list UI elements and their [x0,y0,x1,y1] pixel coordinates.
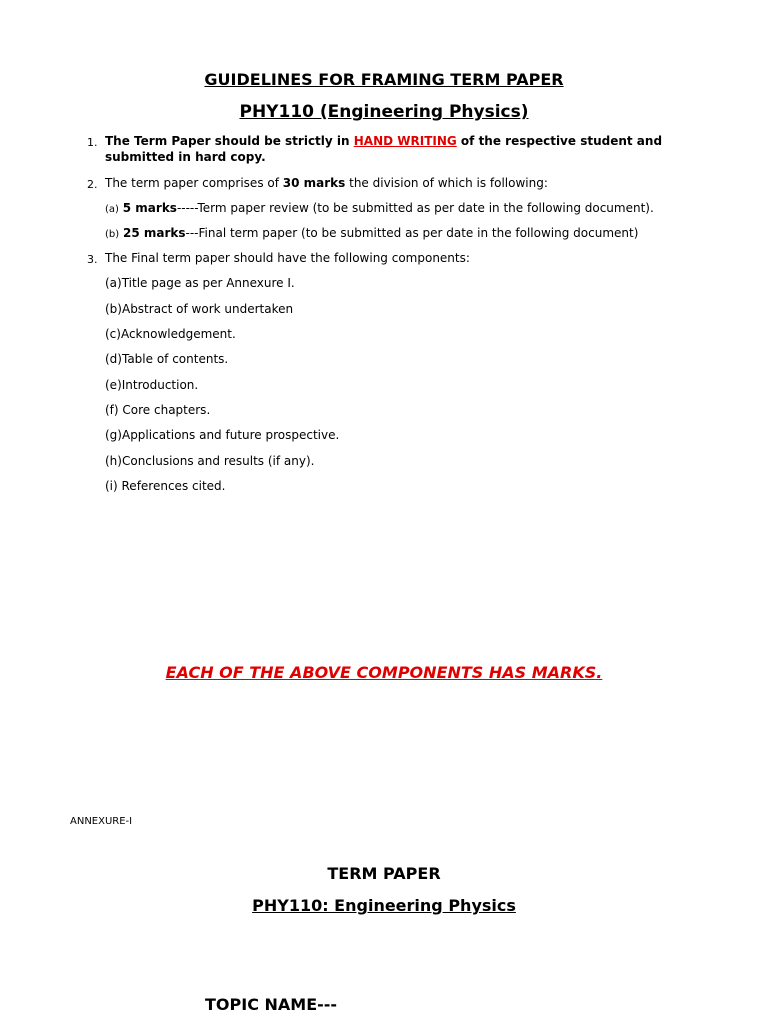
item-2-text-after: the division of which is following: [345,176,548,190]
component-item: (e)Introduction. [105,378,199,392]
component-item: (d)Table of contents. [105,352,229,366]
subitem-a-text: -----Term paper review (to be submitted as per date in the following document). [176,201,654,215]
subitem-a [105,200,654,218]
document-title: GUIDELINES FOR FRAMING TERM PAPER [204,70,564,89]
item-1-text-after: of the respective student and submitted in hard copy. [105,134,663,164]
component-item: (c)Acknowledgement. [105,327,236,341]
item-1-number: 1. [87,136,98,149]
subitem-b-marks: 25 marks [122,226,186,240]
subitem-b-text: ---Final term paper (to be submitted as per date in the following document) [185,226,639,240]
annexure-label: ANNEXURE-I [70,816,133,827]
component-item: (f) Core chapters. [105,403,211,417]
hand-writing-highlight: HAND WRITING [353,134,457,148]
item-1-text [105,133,665,165]
subitem-a-tag: (a) [105,204,119,215]
course-title: PHY110 (Engineering Physics) [239,102,529,122]
component-item: (g)Applications and future prospective. [105,428,340,442]
item-1-text-before: The Term Paper should be strictly in [105,134,354,148]
topic-name-label: TOPIC NAME--- [205,995,338,1014]
subitem-b [105,225,638,243]
term-paper-course: PHY110: Engineering Physics [252,896,516,915]
item-3-number: 3. [87,253,98,266]
component-item: (b)Abstract of work undertaken [105,302,294,316]
subitem-b-tag: (b) [105,229,120,240]
subitem-a-marks: 5 marks [122,201,177,215]
item-2-text [105,175,548,191]
item-2-marks: 30 marks [282,176,346,190]
item-2-number: 2. [87,178,98,191]
term-paper-heading: TERM PAPER [327,864,441,883]
component-item: (h)Conclusions and results (if any). [105,454,315,468]
item-2-text-before: The term paper comprises of [105,176,283,190]
component-item: (i) References cited. [105,479,226,493]
component-item: (a)Title page as per Annexure I. [105,276,295,290]
item-3-text: The Final term paper should have the following components: [105,251,470,265]
marks-emphasis-note: EACH OF THE ABOVE COMPONENTS HAS MARKS. [165,663,603,682]
